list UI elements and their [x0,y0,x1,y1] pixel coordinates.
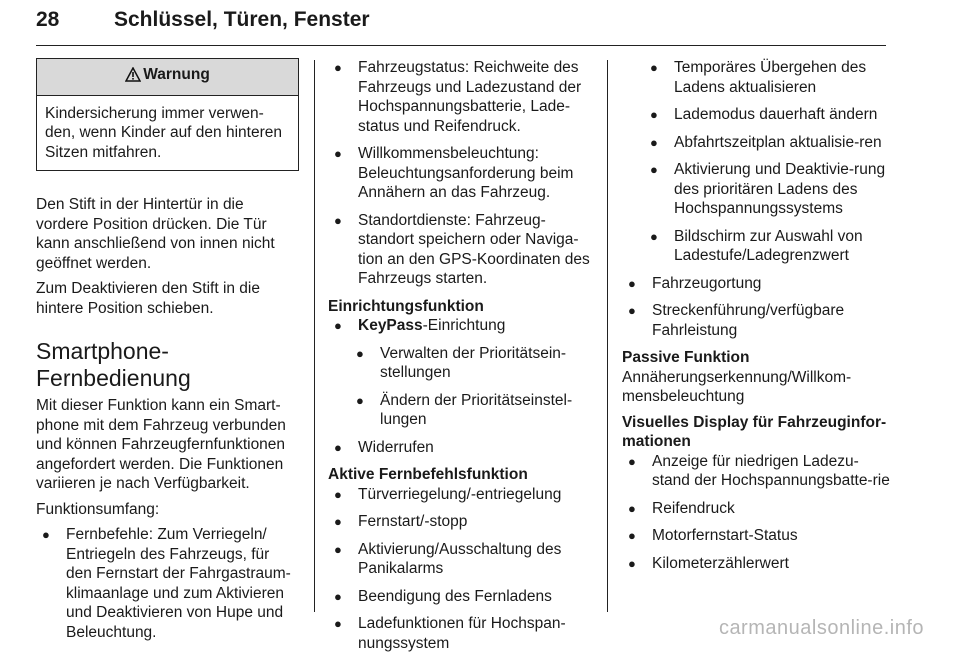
list-item: ● Fernbefehle: Zum Verriegeln/ Entriegeln des Fahrzeugs, für den Fernstart der Fahrgastraum-klimaanlage und zum Aktivieren und Deaktivieren von Hupe und Beleuchtung. [36,525,299,642]
list-item: ● Abfahrtszeitplan aktualisie-ren [622,133,892,153]
list-item: ● Lademodus dauerhaft ändern [622,105,892,125]
paragraph: Zum Deaktivieren den Stift in die hintere Position schieben. [36,280,260,317]
list-item: ● Beendigung des Fernladens [328,587,596,607]
list-item: ● Anzeige für niedrigen Ladezu-stand der Hochspannungsbatte-rie [622,452,892,491]
list-item: ● Reifendruck [622,499,892,519]
keypass-suffix: -Einrichtung [422,317,506,334]
sub-bullet-list [622,58,892,266]
bullet-list [622,452,892,574]
warning-text: Kindersicherung immer verwen-den, wenn Kinder auf den hinteren Sitzen mitfahren. [45,104,282,161]
subsection-title: Einrichtungsfunktion [328,297,484,315]
bullet-list [328,438,596,458]
list-item: ● Temporäres Übergehen des Ladens aktualisieren [622,58,892,97]
chapter-title: Schlüssel, Türen, Fenster [114,8,370,31]
column-2 [328,58,596,661]
list-item: ● Ladefunktionen für Hochspan-nungssystem [328,614,596,653]
paragraph: Mit dieser Funktion kann ein Smart-phone mit dem Fahrzeug verbunden und können Fahrzeugfernfunktionen angefordert werden. Die Funktionen variieren je nach Verfügbarkeit. [36,397,286,492]
list-item: ● Fahrzeugstatus: Reichweite des Fahrzeugs und Ladezustand der Hochspannungsbatterie, Lade-status und Reifendruck. [328,58,596,136]
list-item: ● Fahrzeugortung [622,274,892,294]
list-item: ● Streckenführung/verfügbare Fahrleistung [622,301,892,340]
list-item: ● Aktivierung und Deaktivie-rung des prioritären Ladens des Hochspannungssystems [622,160,892,219]
warning-triangle-icon [125,67,141,88]
section-heading: Smartphone-Fernbedienung [36,338,191,391]
list-item: ● Motorfernstart-Status [622,526,892,546]
list-item: ● Fernstart/-stopp [328,512,596,532]
list-item: ● Verwalten der Prioritätsein-stellungen [328,344,596,383]
list-item [328,316,596,336]
column-divider [314,60,315,612]
subsection-title: Visuelles Display für Fahrzeuginfor-mationen [622,413,887,450]
list-item: ● Willkommensbeleuchtung: Beleuchtungsanforderung beim Annähern an das Fahrzeug. [328,144,596,203]
warning-header [37,59,298,96]
column-divider [607,60,608,612]
bullet-list [36,525,299,642]
subsection-title: Aktive Fernbefehlsfunktion [328,466,528,483]
page-header [36,8,886,44]
list-item: ● Aktivierung/Ausschaltung des Panikalarms [328,540,596,579]
list-item: ● Türverriegelung/-entriegelung [328,485,596,505]
warning-box [36,58,299,171]
subsection-title: Passive Funktion [622,349,750,366]
watermark: carmanualsonline.info [718,617,924,639]
page-number: 28 [36,8,60,31]
list-item: ● Standortdienste: Fahrzeug-standort speichern oder Naviga-tion an den GPS-Koordinaten des Fahrzeugs starten. [328,211,596,289]
list-item: ● Ändern der Prioritätseinstel-lungen [328,391,596,430]
paragraph: Funktionsumfang: [36,500,160,518]
paragraph: Annäherungserkennung/Willkom-mensbeleuchtung [622,368,852,405]
header-rule [36,45,886,46]
list-item: ● Kilometerzählerwert [622,554,892,574]
column-1 [36,58,299,650]
list-item: ● Bildschirm zur Auswahl von Ladestufe/Ladegrenzwert [622,227,892,266]
bullet-list [328,316,596,336]
column-3 [622,58,892,581]
keypass-label: KeyPass [358,317,423,334]
sub-bullet-list [328,344,596,430]
paragraph: Den Stift in der Hintertür in die vordere Position drücken. Die Tür kann anschließend von innen nicht geöffnet werden. [36,196,275,272]
bullet-list [328,58,596,289]
bullet-list [622,274,892,341]
bullet-list [328,485,596,654]
warning-title: Warnung [143,66,210,83]
list-item: ● Widerrufen [328,438,596,458]
